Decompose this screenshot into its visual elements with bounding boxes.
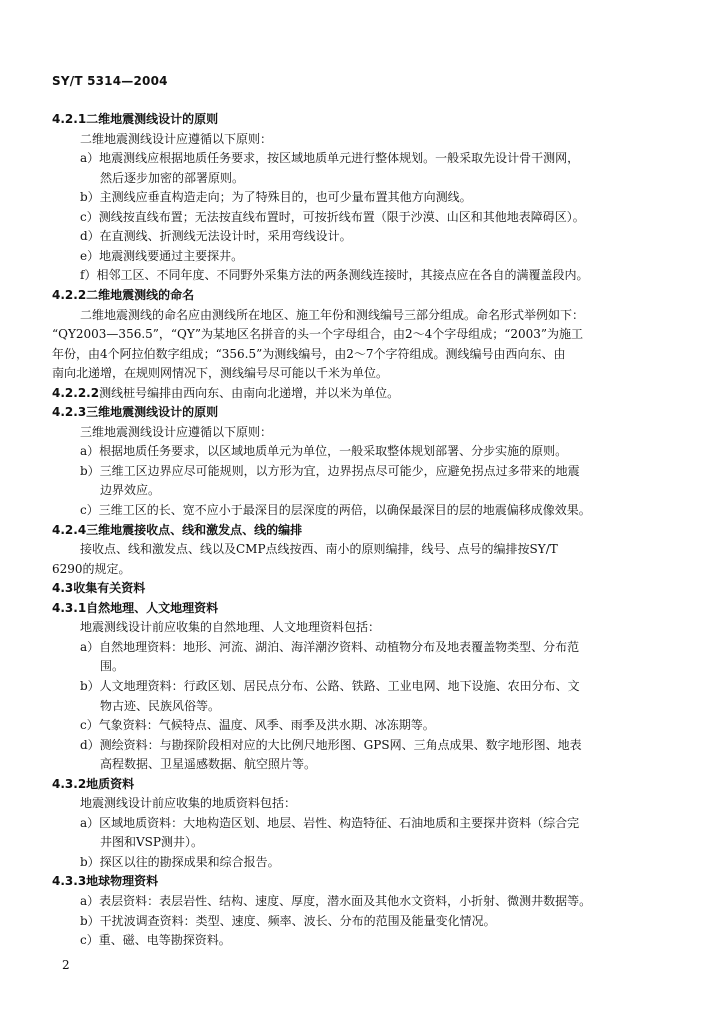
list-item: b）主测线应垂直构造走向；为了特殊目的，也可少量布置其他方向测线。 bbox=[80, 190, 472, 205]
section-heading bbox=[52, 111, 218, 127]
clause-text: 三维地震接收点、线和激发点、线的编排 bbox=[86, 522, 303, 537]
list-item: d）测绘资料：与勘探阶段相对应的大比例尺地形图、GPS网、三角点成果、数字地形图、地表 bbox=[80, 737, 582, 752]
section-heading bbox=[52, 522, 302, 538]
list-item: c）测线按直线布置；无法按直线布置时，可按折线布置（限于沙漠、山区和其他地表障碍区）。 bbox=[80, 209, 585, 224]
list-item: e）地震测线要通过主要探井。 bbox=[80, 248, 244, 263]
section-heading bbox=[52, 287, 194, 303]
section-heading bbox=[52, 580, 145, 596]
standard-header: SY/T 5314—2004 bbox=[52, 74, 168, 88]
paragraph-line: 二维地震测线的命名应由测线所在地区、施工年份和测线编号三部分组成。命名形式举例如下： bbox=[80, 307, 585, 322]
clause-number: 4.2.3 bbox=[52, 405, 87, 420]
subsection-clause bbox=[52, 385, 399, 401]
clause-text: 三维地震测线设计的原则 bbox=[86, 405, 219, 420]
list-item: a）根据地质任务要求，以区域地质单元为单位，一般采取整体规划部署、分步实施的原则。 bbox=[80, 444, 568, 459]
section-heading bbox=[52, 776, 134, 792]
list-item: b）三维工区边界应尽可能规则，以方形为宜，边界拐点尽可能少，应避免拐点过多带来的地震 bbox=[80, 463, 580, 478]
section-heading bbox=[52, 404, 218, 420]
paragraph-line: 三维地震测线设计应遵循以下原则： bbox=[80, 424, 273, 439]
list-item-continuation: 井图和VSP测井）。 bbox=[100, 835, 203, 850]
paragraph-line: 二维地震测线设计应遵循以下原则： bbox=[80, 131, 273, 146]
clause-text: 收集有关资料 bbox=[73, 581, 146, 596]
clause-number: 4.2.2 bbox=[52, 287, 87, 302]
list-item: c）三维工区的长、宽不应小于最深目的层深度的两倍，以确保最深目的层的地震偏移成像效果。 bbox=[80, 503, 591, 517]
list-item: b）探区以往的勘探成果和综合报告。 bbox=[80, 854, 280, 869]
clause-number: 4.3.3 bbox=[52, 874, 87, 889]
list-item: d）在直测线、折测线无法设计时，采用弯线设计。 bbox=[80, 229, 352, 244]
list-item: c）重、磁、电等勘探资料。 bbox=[80, 933, 231, 948]
list-item: f）相邻工区、不同年度、不同野外采集方法的两条测线连接时，其接点应在各自的满覆盖段内。 bbox=[80, 268, 589, 283]
paragraph-line: 地震测线设计前应收集的自然地理、人文地理资料包括： bbox=[80, 620, 381, 635]
clause-number: 4.2.2.2 bbox=[52, 385, 100, 400]
list-item-continuation: 然后逐步加密的部署原则。 bbox=[100, 170, 245, 185]
section-heading bbox=[52, 600, 218, 616]
list-item-continuation: 物古迹、民族风俗等。 bbox=[100, 698, 221, 713]
clause-text: 地球物理资料 bbox=[86, 874, 159, 889]
list-item-continuation: 边界效应。 bbox=[100, 483, 161, 498]
paragraph-line: 地震测线设计前应收集的地质资料包括： bbox=[80, 796, 297, 811]
clause-text: 地质资料 bbox=[86, 776, 135, 791]
list-item-continuation: 围。 bbox=[100, 659, 125, 674]
clause-text: 二维地震测线设计的原则 bbox=[86, 112, 219, 126]
list-item-continuation: 高程数据、卫星遥感数据、航空照片等。 bbox=[100, 757, 317, 772]
clause-text: 自然地理、人文地理资料 bbox=[86, 600, 219, 615]
list-item: a）表层资料：表层岩性、结构、速度、厚度，潜水面及其他水文资料，小折射、微测井数据等。 bbox=[80, 894, 592, 908]
section-heading bbox=[52, 873, 158, 889]
clause-number: 4.2.4 bbox=[52, 522, 87, 537]
clause-number: 4.3.1 bbox=[52, 600, 87, 615]
clause-number: 4.2.1 bbox=[52, 112, 87, 126]
clause-number: 4.3 bbox=[52, 581, 74, 596]
list-item: a）自然地理资料：地形、河流、湖泊、海洋潮汐资料、动植物分布及地表覆盖物类型、分布范 bbox=[80, 639, 580, 654]
paragraph-line: 年份，由4个阿拉伯数字组成；“356.5”为测线编号，由2～7个字符组成。测线编号由西向东、由 bbox=[52, 346, 566, 361]
page-number: 2 bbox=[62, 958, 70, 972]
list-item: a）区域地质资料：大地构造区划、地层、岩性、构造特征、石油地质和主要探井资料（综合完 bbox=[80, 815, 580, 830]
paragraph-line: 南向北递增，在规则网情况下，测线编号尽可能以千米为单位。 bbox=[52, 366, 389, 381]
clause-number: 4.3.2 bbox=[52, 776, 87, 791]
clause-text: 测线桩号编排由西向东、由南向北递增，并以米为单位。 bbox=[99, 385, 400, 400]
clause-text: 二维地震测线的命名 bbox=[86, 287, 195, 302]
paragraph-line: 6290的规定。 bbox=[52, 561, 131, 576]
list-item: b）人文地理资料：行政区划、居民点分布、公路、铁路、工业电网、地下设施、农田分布、文 bbox=[80, 678, 580, 693]
paragraph-line: “QY2003—356.5”，“QY”为某地区名拼音的头一个字母组合，由2～4个字母组成；“2003”为施工 bbox=[52, 327, 584, 342]
list-item: b）干扰波调查资料：类型、速度、频率、波长、分布的范围及能量变化情况。 bbox=[80, 913, 496, 928]
list-item: a）地震测线应根据地质任务要求，按区域地质单元进行整体规划。一般采取先设计骨干测网， bbox=[80, 151, 580, 166]
list-item: c）气象资料：气候特点、温度、风季、雨季及洪水期、冰冻期等。 bbox=[80, 718, 435, 733]
paragraph-line: 接收点、线和激发点、线以及CMP点线按西、南小的原则编排，线号、点号的编排按SY/T bbox=[80, 542, 558, 557]
